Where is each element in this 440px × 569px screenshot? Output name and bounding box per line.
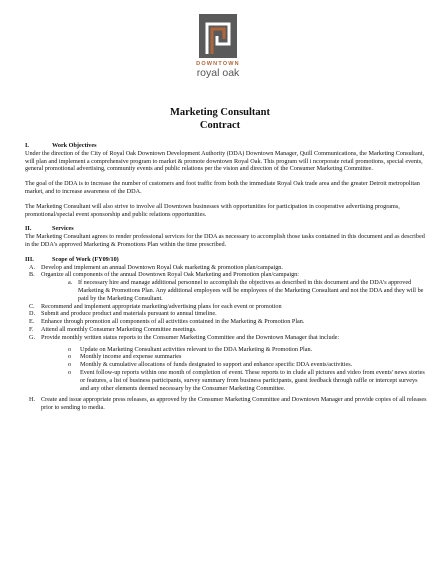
section-title: Scope of Work (FY09/10) (52, 255, 119, 263)
bullet-item: o Event follow-up reports within one month of completion of event. These reports to in clude all pictures and video from events' news stories or features, a list of business participants, survey summary from business participants, guest feedback through raffle or intercept surveys and any other elements deemed necessary by the Consumer Marketing Committee. (68, 368, 425, 392)
bullet-item: o Monthly & cumulative allocations of funds designated to support and enhance specific DDA events/activities. (68, 361, 353, 369)
sub-list-item: a. If necessary hire and manage additional personnel to accomplish the objectives as described in this document and the DDA's approved Marketing & Promotions Plan. Any additional employees will be employees of the Marketing Consultant and not the DDA and they will be paid by the Marketing Consultant. (68, 279, 424, 302)
section-number: III. (25, 255, 34, 263)
section-heading-work-objectives (25, 142, 427, 150)
list-item: E. Enhance through promotion all components of all activities contained in the Marketing & Promotion Plan. (29, 318, 305, 326)
document-body (25, 142, 427, 412)
bullet-item: o Monthly income and expense summaries (68, 353, 182, 361)
spacer (25, 218, 427, 225)
list-item: B. Organize all components of the annual Downtown Royal Oak Marketing and Promotion plan/campaign: (29, 271, 299, 279)
section-title: Work Objectives (52, 142, 97, 149)
logo-downtown-text: DOWNTOWN (196, 61, 240, 67)
list-item: H. Create and issue appropriate press releases, as approved by the Consumer Marketing Committee and Downtown Manager and provide copies of all releases prior to sending to media. (29, 396, 427, 412)
paragraph: The Marketing Consultant agrees to render professional services for the DDA as necessary to accomplish those tasks contained in this document and as described in the DDA's approved Marketing & Promotions Plan within the time prescribed. (25, 233, 425, 248)
list-item: G. Provide monthly written status reports to the Consumer Marketing Committee and the Downtown Manager that include: (29, 333, 340, 341)
spacer (25, 173, 427, 180)
section-number: II. (25, 225, 32, 233)
logo-mark (199, 14, 237, 58)
section-heading-services (25, 225, 427, 233)
paragraph: The Marketing Consultant will also strive to involve all Downtown businesses with opportunities for participation in cooperative advertising programs, promotional/special event sponsorship and public relations opportunities. (25, 202, 400, 218)
logo (186, 14, 250, 94)
logo-royal-oak-text: royal oak (196, 67, 240, 79)
list-item: F. Attend all monthly Consumer Marketing Committee meetings. (29, 325, 197, 333)
paragraph: Under the direction of the City of Royal Oak Downtown Development Authority (DDA) Downtown Manager, Quill Communications, the Marketing Consultant, will plan and implement a comprehensive program to market & promote downtown Royal Oak. This program will i ncorporate retail promotions, special events, general promotional advertising, community events and public relations per the vision and direction of the Consumer Marketing Committee. (25, 149, 425, 173)
section-heading-scope-of-work (25, 256, 427, 264)
list-item: C. Recommend and implement appropriate marketing/advertising plans for each event or promotion (29, 302, 282, 310)
paragraph: The goal of the DDA is to increase the number of customers and foot traffic from both the immediate Royal Oak trade area and the greater Detroit metropolitan market, and to increase awareness of the DDA. (25, 180, 420, 195)
spacer (25, 196, 427, 203)
bullet-item: o Update on Marketing Consultant activities relevant to the DDA Marketing & Promotion Plan. (68, 345, 313, 353)
list-item: A. Develop and implement an annual Downtown Royal Oak marketing & promotion plan/campaign. (29, 263, 283, 271)
section-title: Services (52, 225, 74, 233)
title-line-2: Contract (199, 120, 241, 131)
document-title (0, 106, 440, 132)
section-number: I. (25, 142, 29, 149)
spacer (25, 249, 427, 256)
title-line-1: Marketing Consultant (169, 107, 271, 118)
list-item: D. Submit and produce product and materials pursuant to annual timeline. (29, 310, 217, 318)
